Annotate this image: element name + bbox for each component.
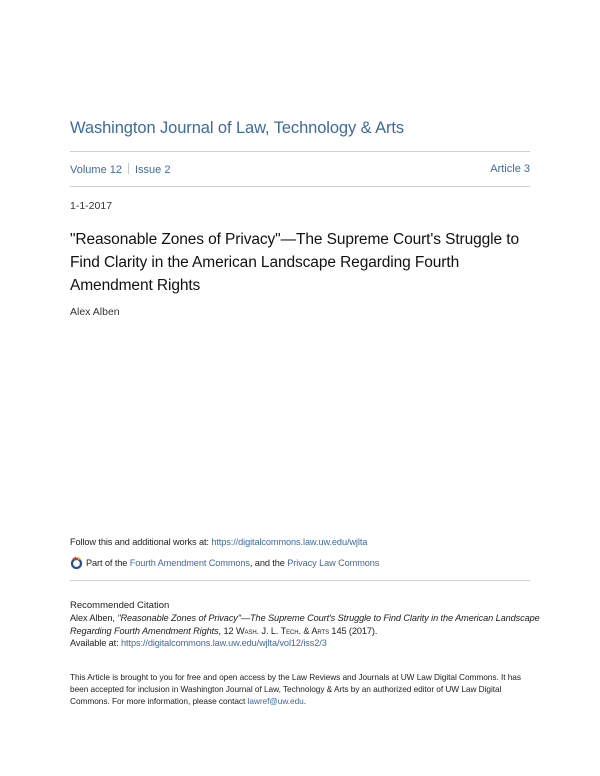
footer-notice bbox=[70, 671, 540, 708]
issue-link[interactable]: Issue 2 bbox=[134, 164, 171, 176]
fourth-amendment-commons-link[interactable]: Fourth Amendment Commons bbox=[129, 558, 250, 568]
issue-meta bbox=[70, 163, 530, 176]
citation-heading: Recommended Citation bbox=[70, 600, 170, 611]
divider bbox=[70, 151, 530, 152]
and-the-text: , and the bbox=[249, 558, 288, 568]
footer-end: . bbox=[303, 696, 307, 707]
journal-title-part: of Law, bbox=[213, 119, 274, 137]
available-label: Available at: bbox=[70, 638, 122, 648]
citation-volume: , 12 bbox=[218, 625, 236, 636]
follow-line bbox=[70, 537, 367, 547]
follow-label: Follow this and additional works at: bbox=[70, 537, 212, 547]
publication-date: 1-1-2017 bbox=[70, 200, 113, 212]
privacy-law-commons-link[interactable]: Privacy Law Commons bbox=[287, 558, 380, 568]
follow-url-link[interactable]: https://digitalcommons.law.uw.edu/wjlta bbox=[211, 537, 368, 547]
citation-text bbox=[70, 612, 540, 650]
article-link[interactable]: Article 3 bbox=[490, 163, 530, 175]
footer-text: This Article is brought to you for free and open access by the Law Reviews and Journals at UW Law Digital Commons. It has been accepted for inclusion in Washington Journal of Law, Technology & Arts by an authorized editor of UW Law Digital Commons. For more information, please contact bbox=[70, 672, 521, 707]
journal-title[interactable] bbox=[70, 119, 404, 138]
citation-author: Alex Alben, bbox=[70, 613, 118, 623]
journal-title-part: & Arts bbox=[356, 119, 405, 137]
journal-title-part: Washington Journal bbox=[70, 119, 214, 137]
citation-title: "Reasonable Zones of Privacy"—The Supreme Court's Struggle to Find Clarity in the American Landscape Regarding Fourth Amendment Rights bbox=[70, 613, 540, 636]
article-author: Alex Alben bbox=[70, 306, 120, 318]
citation-journal: Wash. J. L. Tech. & Arts bbox=[235, 625, 329, 636]
bepress-commons-icon bbox=[70, 556, 83, 569]
available-url-link[interactable]: https://digitalcommons.law.uw.edu/wjlta/vol12/iss2/3 bbox=[121, 638, 327, 648]
part-of-line bbox=[70, 556, 379, 569]
separator bbox=[128, 163, 129, 174]
volume-link[interactable]: Volume 12 bbox=[70, 164, 122, 176]
divider bbox=[70, 186, 530, 187]
divider bbox=[70, 580, 530, 581]
journal-title-part: Technology bbox=[273, 119, 357, 137]
citation-pages: 145 (2017). bbox=[328, 625, 378, 636]
part-of-label: Part of the bbox=[86, 558, 130, 568]
article-title: "Reasonable Zones of Privacy"—The Supreme Court's Struggle to Find Clarity in the American Landscape Regarding Fourth Amendment Rights bbox=[70, 231, 519, 294]
contact-email-link[interactable]: lawref@uw.edu bbox=[247, 696, 304, 707]
